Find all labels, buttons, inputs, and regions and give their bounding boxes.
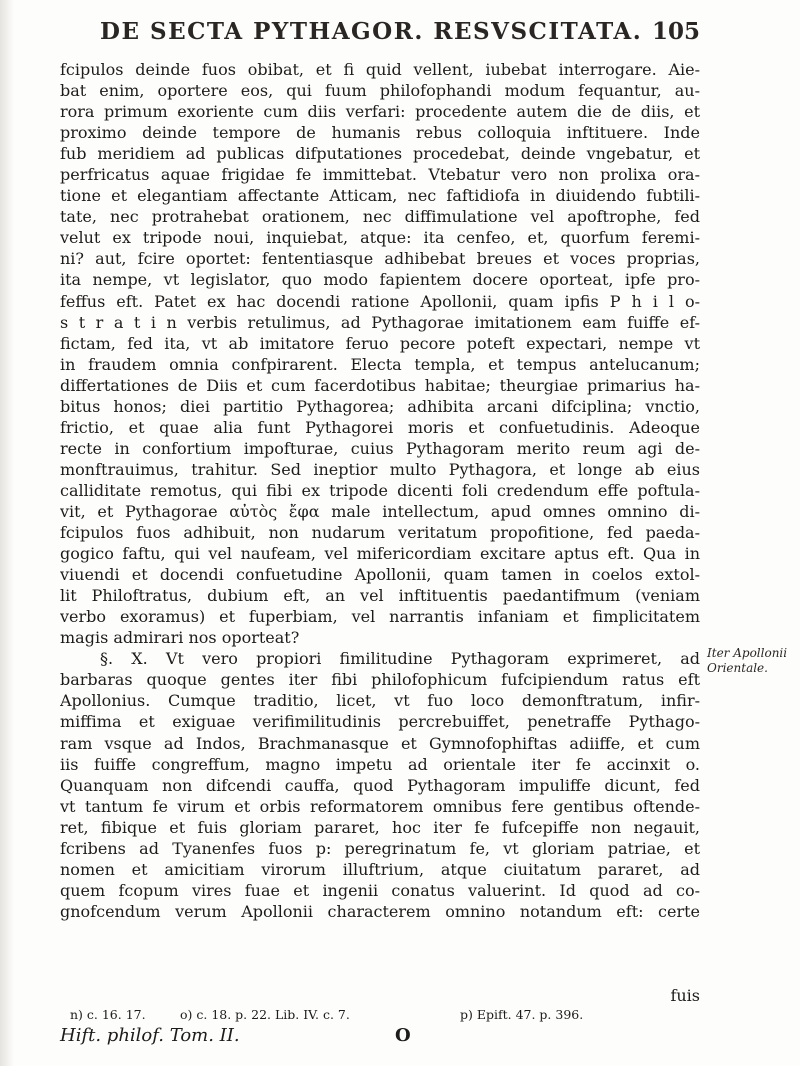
page-signature (60, 1025, 700, 1049)
text-line: barbaras quoque gentes iter fibi philofophicum fufcipiendum ratus eft (60, 670, 700, 690)
text-line: fub meridiem ad publicas difputationes procedebat, deinde vngebatur, et (60, 144, 700, 164)
text-line: velut ex tripode noui, inquiebat, atque: ita cenfeo, et, quorfum feremi- (60, 228, 700, 248)
text-line: quem fcopum vires fuae et ingenii conatus valuerint. Id quod ad co- (60, 880, 700, 900)
text-line: rora primum exoriente cum diis verfari: procedente autem die de diis, et (60, 102, 700, 122)
footnote-o: o) c. 18. p. 22. Lib. IV. c. 7. (180, 1007, 350, 1022)
text-line: magis admirari nos oporteat? (60, 628, 300, 648)
text-line: perfricatus aquae frigidae fe immittebat. Vtebatur vero non prolixa ora- (60, 165, 700, 185)
text-line: lit Philoftratus, dubium eft, an vel inftituentis paedantifmum (veniam (60, 586, 700, 606)
text-line: vt tantum fe virum et orbis reformatorem omnibus fere gentibus oftende- (60, 796, 700, 816)
page-number: 105 (651, 18, 700, 45)
text-line: feffus eft. Patet ex hac docendi ratione Apollonii, quam ipfis P h i l o- (60, 291, 700, 311)
text-line: §. X. Vt vero propiori fimilitudine Pythagoram exprimeret, ad (100, 649, 700, 669)
text-line: calliditate remotus, qui fibi ex tripode dicenti foli credendum effe poftula- (60, 480, 700, 500)
text-line: fcribens ad Tyanenfes fuos p: peregrinatum fe, vt gloriam patriae, et (60, 838, 700, 858)
text-line: frictio, et quae alia funt Pythagorei moris et confuetudinis. Adeoque (60, 417, 700, 437)
text-line: ita nempe, vt legislator, quo modo fapientem docere oporteat, ipfe pro- (60, 270, 700, 290)
running-head: DE SECTA PYTHAGOR. RESVSCITATA. (100, 18, 643, 45)
text-line: fcipulos fuos adhibuit, non nudarum veritatum propofitione, fed paeda- (60, 523, 700, 543)
signature-title: Hift. philof. Tom. II. (60, 1025, 240, 1046)
text-line: verbo exoramus) et fuperbiam, vel narrantis infaniam et fimplicitatem (60, 607, 700, 627)
catchword: fuis (670, 986, 700, 1005)
text-line: bitus honos; diei partitio Pythagorea; adhibita arcani difciplina; vnctio, (60, 396, 700, 416)
text-line: monftrauimus, trahitur. Sed ineptior multo Pythagora, et longe ab eius (60, 459, 700, 479)
page-gutter-shadow (0, 0, 14, 1066)
text-line: tate, nec protrahebat orationem, nec diffimulatione vel apoftrophe, fed (60, 207, 700, 227)
text-line: tione et elegantiam affectante Atticam, nec faftidiofa in diuidendo fubtili- (60, 186, 700, 206)
signature-mark: O (395, 1025, 411, 1046)
text-line: vit, et Pythagorae αὐτὸς ἔφα male intellectum, apud omnes omnino di- (60, 501, 700, 521)
text-line: s t r a t i n verbis retulimus, ad Pythagorae imitationem eam fuiffe ef- (60, 312, 700, 332)
text-line: recte in confortium impofturae, cuius Pythagoram merito reum agi de- (60, 438, 700, 458)
body-text (60, 59, 700, 922)
text-line: miffima et exiguae verifimilitudinis percrebuiffet, penetraffe Pythago- (60, 712, 700, 732)
text-line: differtationes de Diis et cum facerdotibus habitae; theurgiae primarius ha- (60, 375, 700, 395)
text-line: bat enim, oportere eos, qui fuum philofophandi modum fequantur, au- (60, 81, 700, 101)
text-line: viuendi et docendi confuetudine Apollonii, quam tamen in coelos extol- (60, 565, 700, 585)
text-line: nomen et amicitiam virorum illuftrium, atque ciuitatum pararet, ad (60, 859, 700, 879)
text-line: fictam, fed ita, vt ab imitatore feruo pecore poteft expectari, nempe vt (60, 333, 700, 353)
text-line: iis fuiffe congreffum, magno impetu ad orientale iter fe accinxit o. (60, 754, 700, 774)
page-header (100, 18, 700, 48)
text-line: fcipulos deinde fuos obibat, et fi quid vellent, iubebat interrogare. Aie- (60, 60, 700, 79)
text-line: proximo deinde tempore de humanis rebus colloquia inftituere. Inde (60, 123, 700, 143)
text-line: gogico faftu, qui vel naufeam, vel mifericordiam excitare aptus eft. Qua in (60, 544, 700, 564)
margin-note: Iter Apollonii Orientale. (707, 646, 788, 675)
text-line: ram vsque ad Indos, Brachmanasque et Gymnofophiftas adiiffe, et cum (60, 733, 700, 753)
text-line: ret, fibique et fuis gloriam pararet, hoc iter fe fufcepiffe non negauit, (60, 817, 700, 837)
text-line: in fraudem omnia confpirarent. Electa templa, et tempus antelucanum; (60, 354, 700, 374)
text-line: Apollonius. Cumque traditio, licet, vt fuo loco demonftratum, infir- (60, 691, 700, 711)
text-line: ni? aut, fcire oportet: fententiasque adhibebat breues et voces proprias, (60, 249, 700, 269)
text-line: gnofcendum verum Apollonii characterem omnino notandum eft: certe (60, 901, 700, 921)
footnote-n: n) c. 16. 17. (70, 1007, 146, 1022)
footnote-p: p) Epift. 47. p. 396. (460, 1007, 584, 1022)
text-line: Quanquam non difcendi cauffa, quod Pythagoram impuliffe dicunt, fed (60, 775, 700, 795)
